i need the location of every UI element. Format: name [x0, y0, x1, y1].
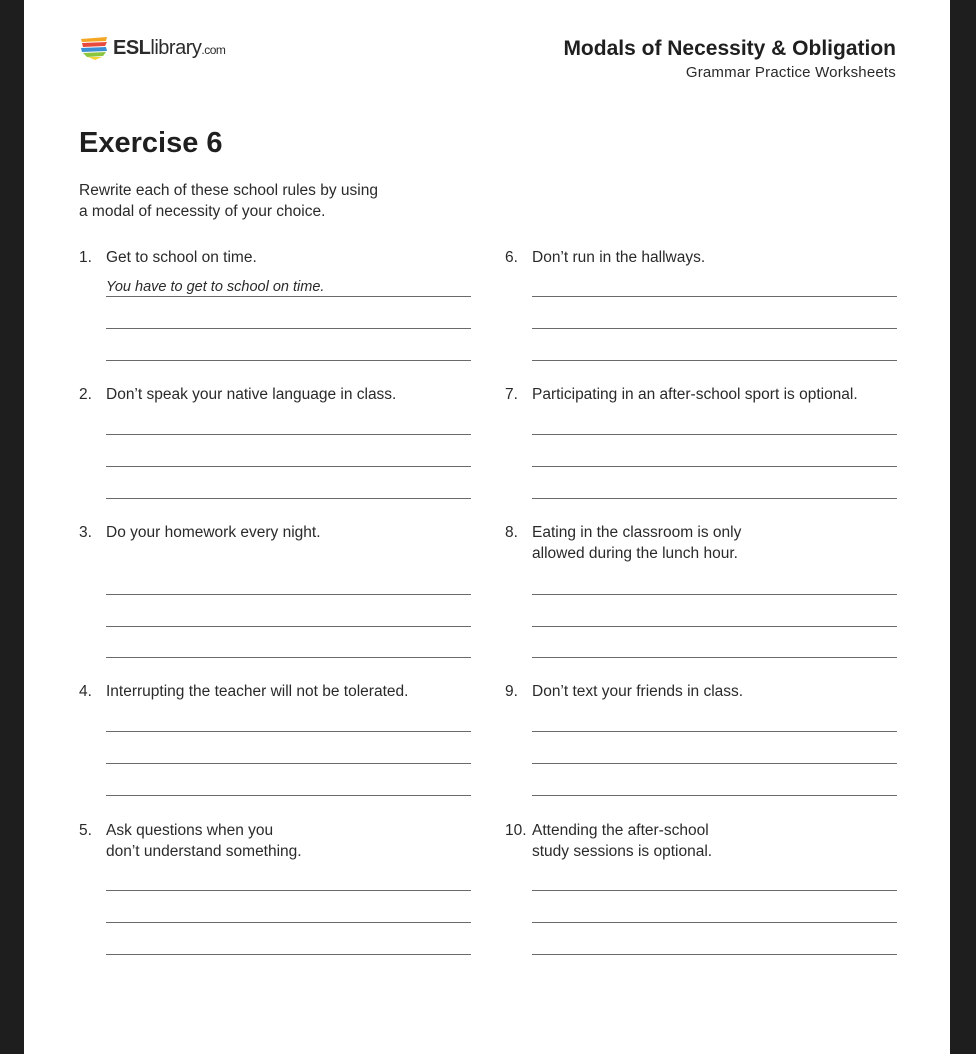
- answer-line[interactable]: [532, 731, 897, 732]
- answer-line[interactable]: [106, 890, 471, 891]
- question-line-2: don’t understand something.: [106, 843, 302, 860]
- answer-line[interactable]: [106, 626, 471, 627]
- answer-line[interactable]: [532, 360, 897, 361]
- question-text: [106, 384, 486, 405]
- answer-line[interactable]: [106, 795, 471, 796]
- answer-line[interactable]: [532, 657, 897, 658]
- answer-line[interactable]: [532, 922, 897, 923]
- answer-line[interactable]: [532, 434, 897, 435]
- question-text: [106, 681, 486, 702]
- answer-line[interactable]: [532, 763, 897, 764]
- answer-line[interactable]: [106, 922, 471, 923]
- book-stack-icon: [79, 35, 109, 61]
- worksheet-title: Modals of Necessity & Obligation: [563, 37, 896, 60]
- question-number: 4.: [79, 683, 92, 700]
- answer-line[interactable]: [532, 296, 897, 297]
- logo-wordmark: [113, 37, 225, 60]
- answer-line[interactable]: [532, 890, 897, 891]
- question-number: 1.: [79, 249, 92, 266]
- question-number: 8.: [505, 524, 518, 541]
- question-number: 2.: [79, 386, 92, 403]
- question-line-2: study sessions is optional.: [532, 843, 713, 860]
- sample-answer: You have to get to school on time.: [106, 279, 325, 295]
- question-line-1: Eating in the classroom is only: [532, 524, 742, 541]
- answer-line[interactable]: [106, 434, 471, 435]
- question-line-1: Participating in an after-school sport is optional.: [532, 386, 858, 403]
- answer-line[interactable]: [106, 296, 471, 297]
- logo-com: .com: [201, 42, 226, 57]
- answer-line[interactable]: [106, 657, 471, 658]
- question-line-1: Don’t run in the hallways.: [532, 249, 706, 266]
- question-line-1: Don’t speak your native language in class.: [106, 386, 397, 403]
- question-text: [532, 522, 912, 564]
- question-text: [532, 384, 912, 405]
- question-number: 9.: [505, 683, 518, 700]
- logo-esl: ESL: [113, 36, 151, 59]
- worksheet-subtitle: Grammar Practice Worksheets: [685, 64, 896, 81]
- answer-line[interactable]: [532, 795, 897, 796]
- esl-library-logo[interactable]: [79, 35, 225, 61]
- question-text: [106, 522, 486, 543]
- question-text: [532, 820, 912, 862]
- instructions-line-2: a modal of necessity of your choice.: [79, 203, 326, 220]
- answer-line[interactable]: [106, 328, 471, 329]
- answer-line[interactable]: [106, 594, 471, 595]
- question-number: 3.: [79, 524, 92, 541]
- answer-line[interactable]: [106, 763, 471, 764]
- question-text: [532, 247, 912, 268]
- answer-line[interactable]: [532, 466, 897, 467]
- question-number: 6.: [505, 249, 518, 266]
- answer-line[interactable]: [106, 466, 471, 467]
- question-line-1: Ask questions when you: [106, 822, 274, 839]
- question-line-1: Get to school on time.: [106, 249, 257, 266]
- exercise-heading: Exercise 6: [79, 127, 223, 159]
- answer-line[interactable]: [532, 498, 897, 499]
- answer-line[interactable]: [106, 954, 471, 955]
- answer-line[interactable]: [106, 498, 471, 499]
- question-number: 5.: [79, 822, 92, 839]
- answer-line[interactable]: [532, 954, 897, 955]
- question-text: [532, 681, 912, 702]
- exercise-instructions: [79, 180, 419, 222]
- question-line-1: Don’t text your friends in class.: [532, 683, 744, 700]
- instructions-line-1: Rewrite each of these school rules by using: [79, 182, 378, 199]
- worksheet-page: [24, 0, 950, 1054]
- answer-line[interactable]: [106, 360, 471, 361]
- question-text: [106, 247, 486, 268]
- question-line-1: Interrupting the teacher will not be tolerated.: [106, 683, 409, 700]
- answer-line[interactable]: [532, 328, 897, 329]
- question-line-1: Attending the after-school: [532, 822, 709, 839]
- answer-line[interactable]: [532, 594, 897, 595]
- answer-line[interactable]: [106, 731, 471, 732]
- question-line-1: Do your homework every night.: [106, 524, 321, 541]
- question-number: 7.: [505, 386, 518, 403]
- question-text: [106, 820, 486, 862]
- question-number: 10.: [505, 822, 527, 839]
- answer-line[interactable]: [532, 626, 897, 627]
- question-line-2: allowed during the lunch hour.: [532, 545, 738, 562]
- logo-library: library: [150, 36, 202, 59]
